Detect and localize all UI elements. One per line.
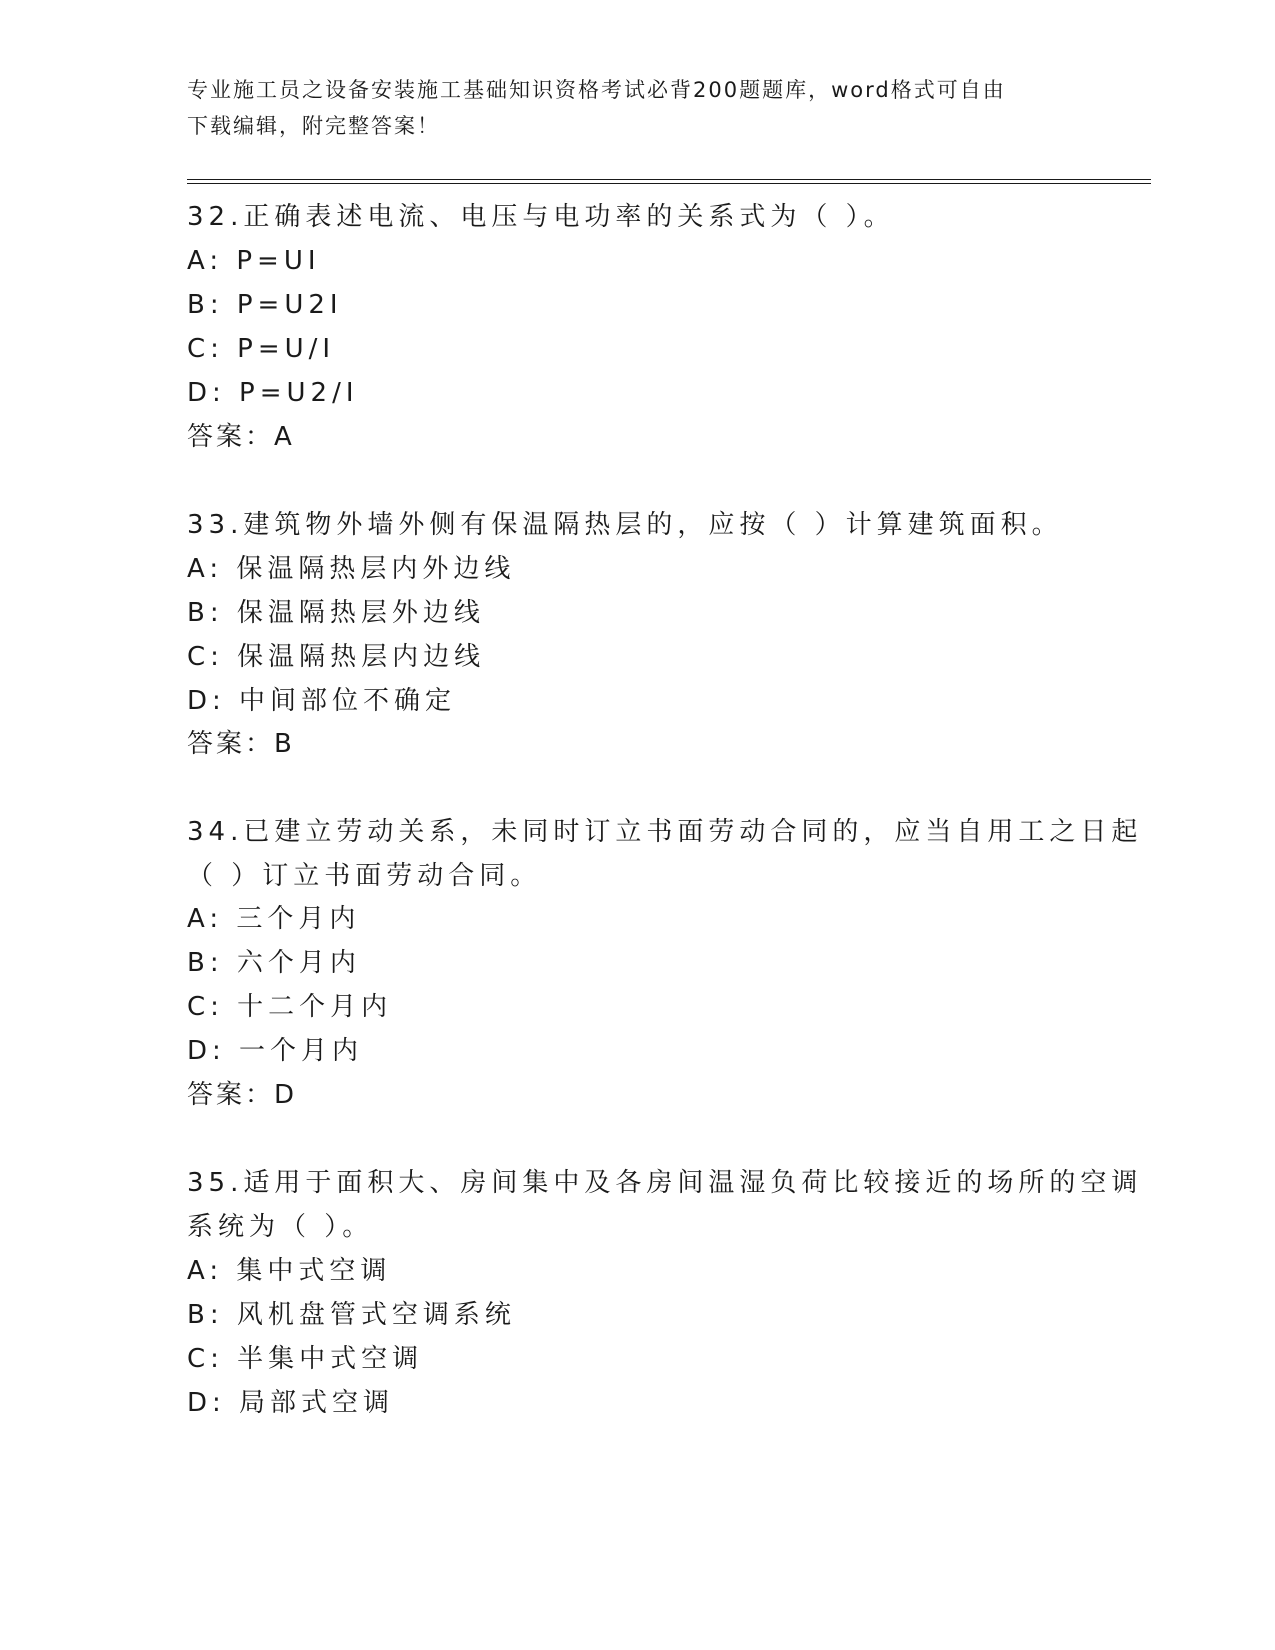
option-b: B: 保温隔热层外边线 [187, 598, 485, 628]
option-a: A: 集中式空调 [187, 1256, 392, 1286]
question-stem-continued: （ ）订立书面劳动合同。 [187, 861, 542, 891]
option-c: C: 十二个月内 [187, 992, 393, 1022]
option-b: B: P=U2I [187, 290, 343, 320]
option-a: A: 保温隔热层内外边线 [187, 554, 516, 584]
option-d: D: 一个月内 [187, 1036, 364, 1066]
option-d: D: 局部式空调 [187, 1388, 395, 1418]
question-stem: 32.正确表述电流、电压与电功率的关系式为（ ）。 [187, 202, 895, 232]
document-header [187, 72, 1087, 144]
option-c: C: 保温隔热层内边线 [187, 642, 486, 672]
answer-label: 答案：A [187, 422, 295, 452]
option-c: C: 半集中式空调 [187, 1344, 424, 1374]
option-b: B: 风机盘管式空调系统 [187, 1300, 516, 1330]
question-stem: 33.建筑物外墙外侧有保温隔热层的，应按（ ）计算建筑面积。 [187, 510, 1063, 540]
question-stem: 35.适用于面积大、房间集中及各房间温湿负荷比较接近的场所的空调 [187, 1168, 1143, 1198]
question-stem: 34.已建立劳动关系，未同时订立书面劳动合同的，应当自用工之日起 [187, 817, 1143, 847]
option-c: C: P=U/I [187, 334, 336, 364]
answer-label: 答案：D [187, 1080, 298, 1110]
header-divider-bottom [187, 183, 1151, 184]
question-stem-continued: 系统为（ ）。 [187, 1212, 374, 1242]
option-a: A: P=UI [187, 246, 321, 276]
header-line-1: 专业施工员之设备安装施工基础知识资格考试必背200题题库，word格式可自由 [187, 78, 1006, 102]
header-line-2: 下载编辑，附完整答案！ [187, 114, 440, 138]
option-d: D: P=U2/I [187, 378, 359, 408]
header-divider-top [187, 179, 1151, 180]
option-d: D: 中间部位不确定 [187, 686, 457, 716]
option-b: B: 六个月内 [187, 948, 361, 978]
answer-label: 答案：B [187, 729, 295, 759]
option-a: A: 三个月内 [187, 904, 361, 934]
